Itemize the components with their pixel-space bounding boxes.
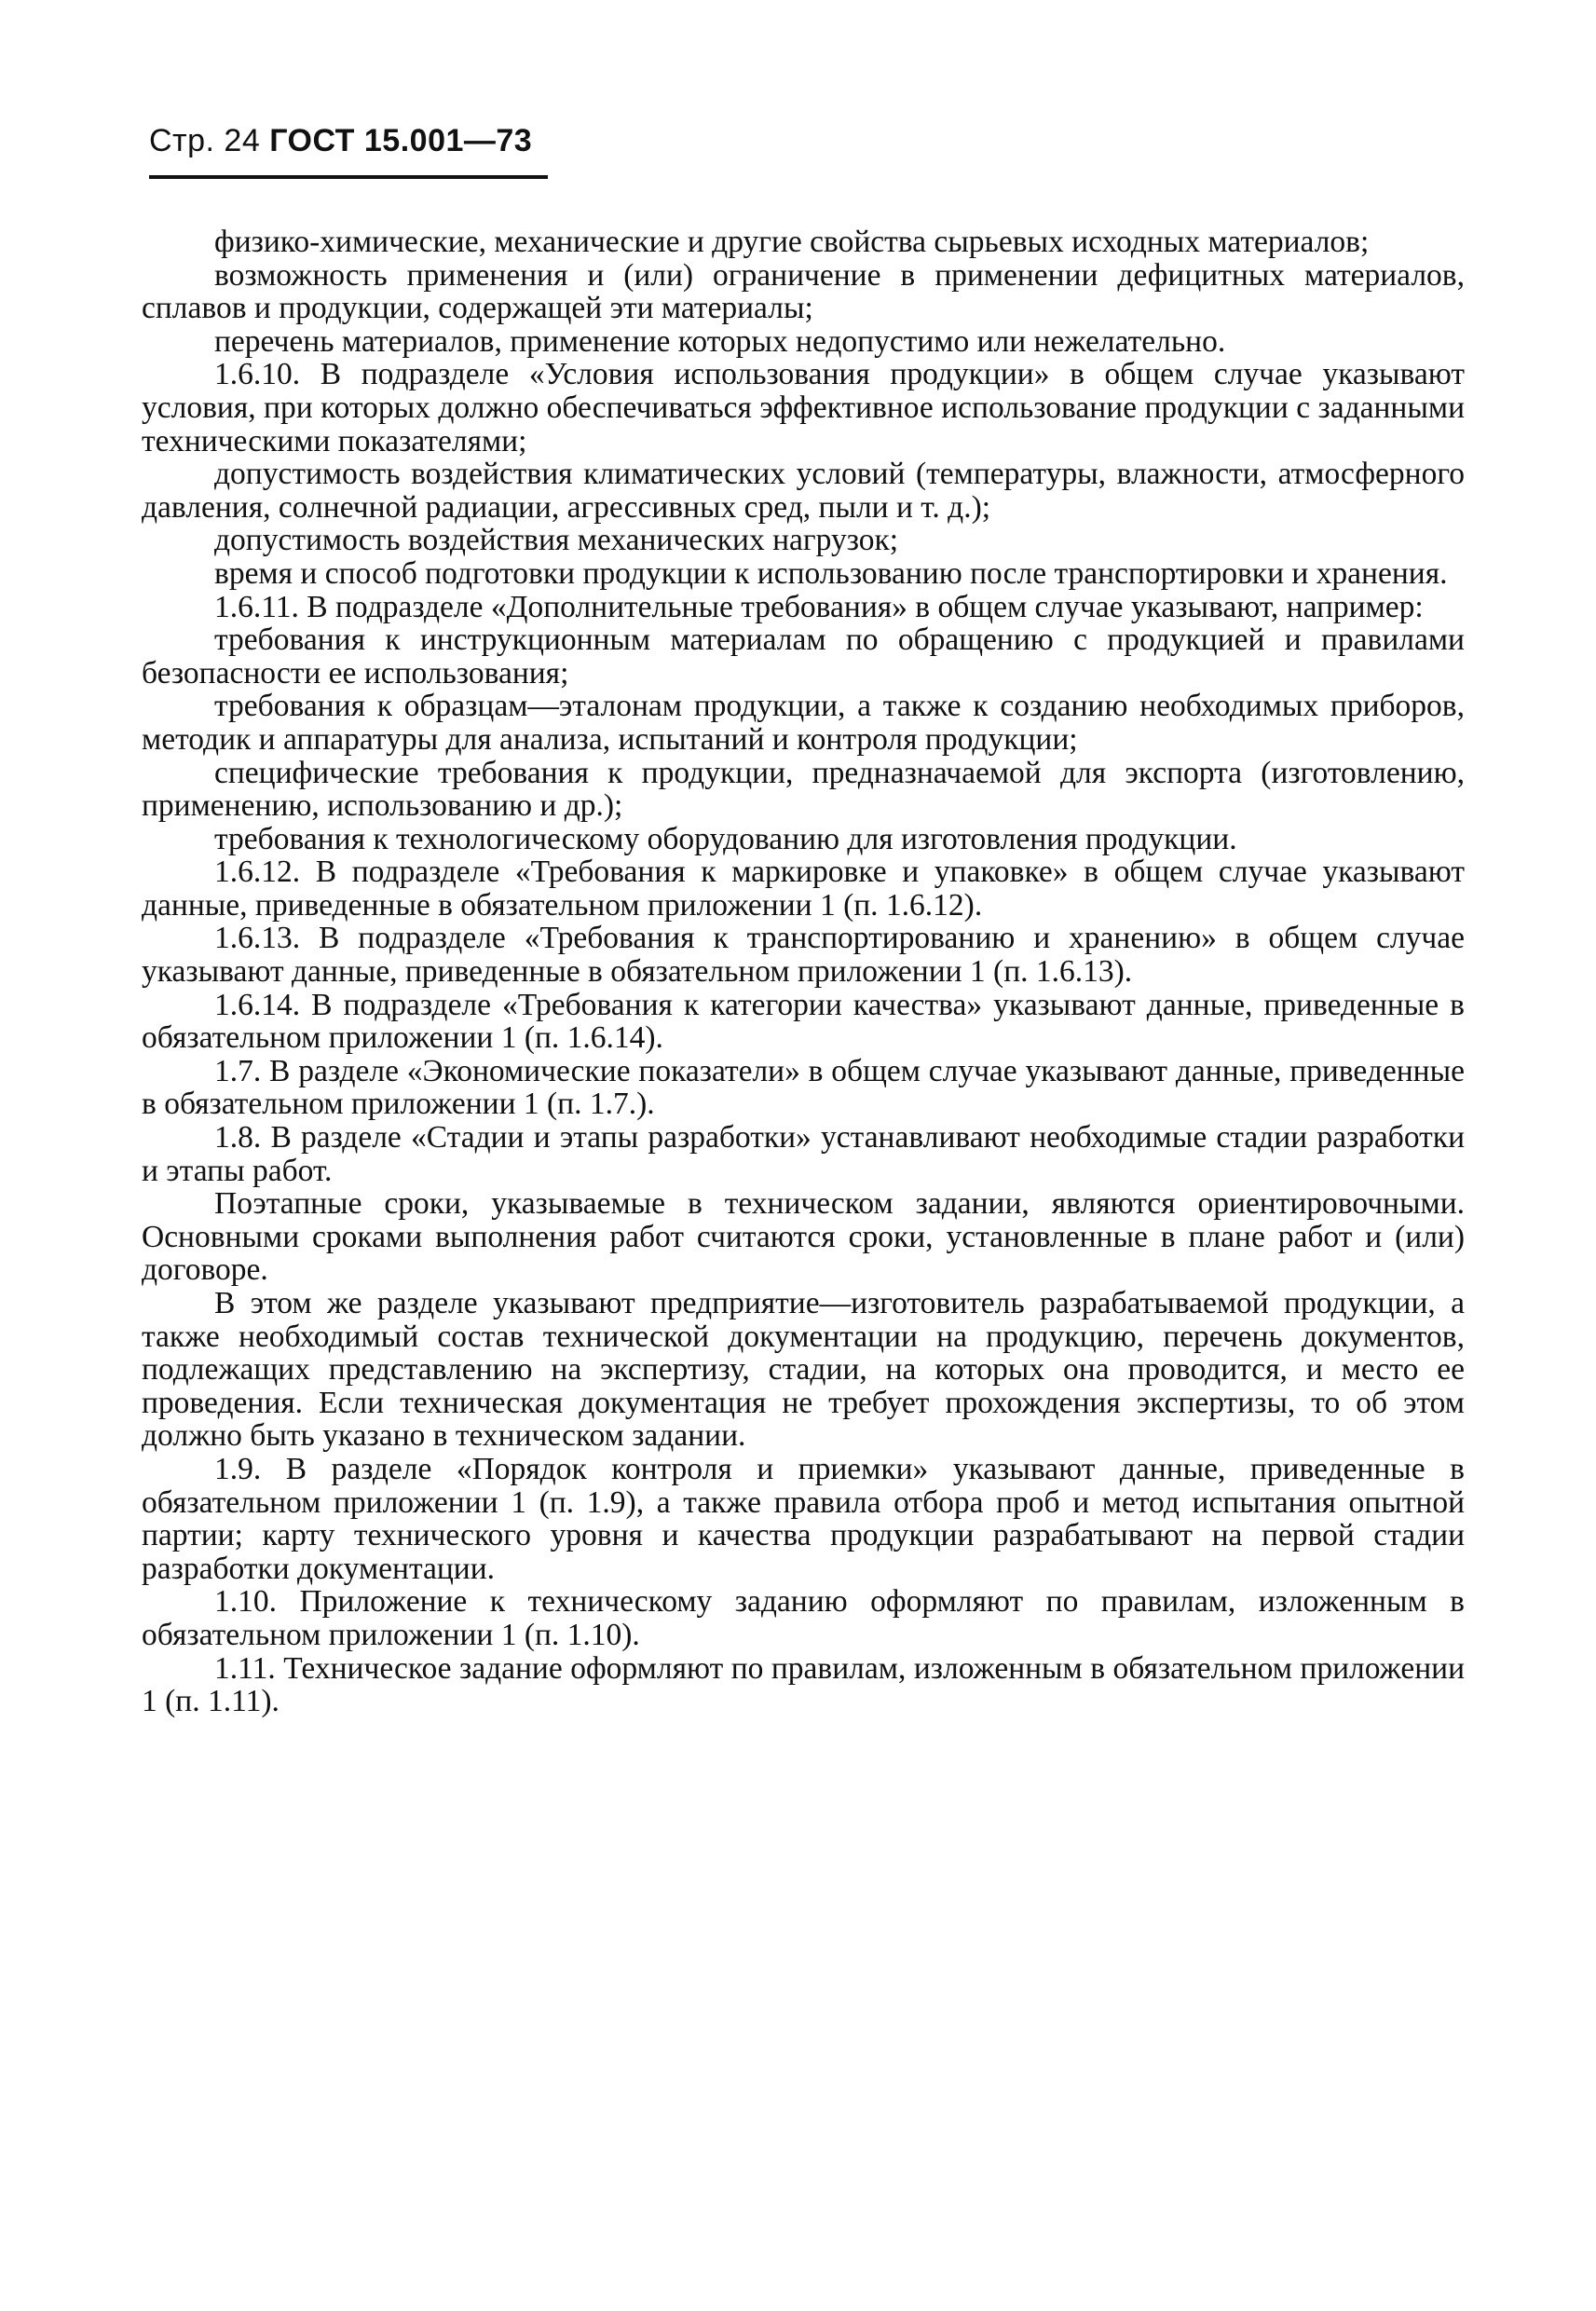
- paragraph-scarce-materials: возможность применения и (или) ограничение в применении дефицитных материалов, сплавов и продукции, содержащей эти материалы;: [142, 257, 1465, 326]
- page-number: Стр. 24: [149, 123, 261, 158]
- paragraph-export-requirements: специфические требования к продукции, предназначаемой для экспорта (изготовлению, применению, использованию и др.);: [142, 755, 1465, 824]
- paragraph-forbidden-materials: перечень материалов, применение которых недопустимо или нежелательно.: [214, 323, 1226, 359]
- document-body: [142, 226, 1465, 1718]
- header-rule: [149, 175, 548, 179]
- paragraph-1-6-12: 1.6.12. В подразделе «Требования к маркировке и упаковке» в общем случае указывают данные, приведенные в обязательном приложении 1 (п. 1.6.12).: [142, 855, 1465, 923]
- paragraph-1-6-13: 1.6.13. В подразделе «Требования к транспортированию и хранению» в общем случае указывают данные, приведенные в обязательном приложении 1 (п. 1.6.13).: [142, 921, 1465, 990]
- paragraph-stage-deadlines: Поэтапные сроки, указываемые в техническом задании, являются ориентировочными. Основными сроками выполнения работ считаются сроки, установленные в плане работ и (или) договоре.: [142, 1186, 1465, 1288]
- paragraph-1-6-10: 1.6.10. В подразделе «Условия использования продукции» в общем случае указывают условия, при которых должно обеспечиваться эффективное использование продукции с заданными техническими показателями;: [142, 357, 1465, 458]
- paragraph-1-7: 1.7. В разделе «Экономические показатели» в общем случае указывают данные, приведенные в обязательном приложении 1 (п. 1.7.).: [142, 1053, 1465, 1122]
- paragraph-instruction-materials: требования к инструкционным материалам по обращению с продукцией и правилами безопасности ее использования;: [142, 622, 1465, 691]
- paragraph-1-6-11: 1.6.11. В подразделе «Дополнительные требования» в общем случае указывают, например:: [214, 589, 1424, 624]
- paragraph-mechanical-loads: допустимость воздействия механических нагрузок;: [214, 523, 899, 558]
- paragraph-1-11: 1.11. Техническое задание оформляют по правилам, изложенным в обязательном приложении 1 (п. 1.11).: [142, 1650, 1465, 1719]
- page-header: [149, 123, 532, 159]
- paragraph-reference-samples: требования к образцам—эталонам продукции, а также к созданию необходимых приборов, методик и аппаратуры для анализа, испытаний и контроля продукции;: [142, 689, 1465, 757]
- paragraph-materials-properties: физико-химические, механические и другие свойства сырьевых исходных материалов;: [214, 225, 1370, 259]
- paragraph-1-6-14: 1.6.14. В подразделе «Требования к категории качества» указывают данные, приведенные в обязательном приложении 1 (п. 1.6.14).: [142, 987, 1465, 1056]
- paragraph-manufacturer-docs: В этом же разделе указывают предприятие—изготовитель разрабатываемой продукции, а также необходимый состав технической документации на продукцию, перечень документов, подлежащих представлению на экспертизу, стадии, на которых она проводится, и место ее проведения. Если техническая документация не требует прохождения экспертизы, то об этом должно быть указано в техническом задании.: [142, 1286, 1465, 1454]
- paragraph-1-8: 1.8. В разделе «Стадии и этапы разработки» устанавливают необходимые стадии разработки и этапы работ.: [142, 1120, 1465, 1188]
- paragraph-preparation-time: время и способ подготовки продукции к использованию после транспортировки и хранения.: [214, 555, 1448, 591]
- paragraph-1-10: 1.10. Приложение к техническому заданию оформляют по правилам, изложенным в обязательном приложении 1 (п. 1.10).: [142, 1584, 1465, 1652]
- paragraph-climate-conditions: допустимость воздействия климатических условий (температуры, влажности, атмосферного давления, солнечной радиации, агрессивных сред, пыли и т. д.);: [142, 457, 1465, 525]
- paragraph-1-9: 1.9. В разделе «Порядок контроля и приемки» указывают данные, приведенные в обязательном приложении 1 (п. 1.9), а также правила отбора проб и метод испытания опытной партии; карту технического уровня и качества продукции разрабатывают на первой стадии разработки документации.: [142, 1451, 1465, 1586]
- document-number: ГОСТ 15.001—73: [269, 123, 533, 158]
- paragraph-equipment-requirements: требования к технологическому оборудованию для изготовления продукции.: [214, 821, 1237, 856]
